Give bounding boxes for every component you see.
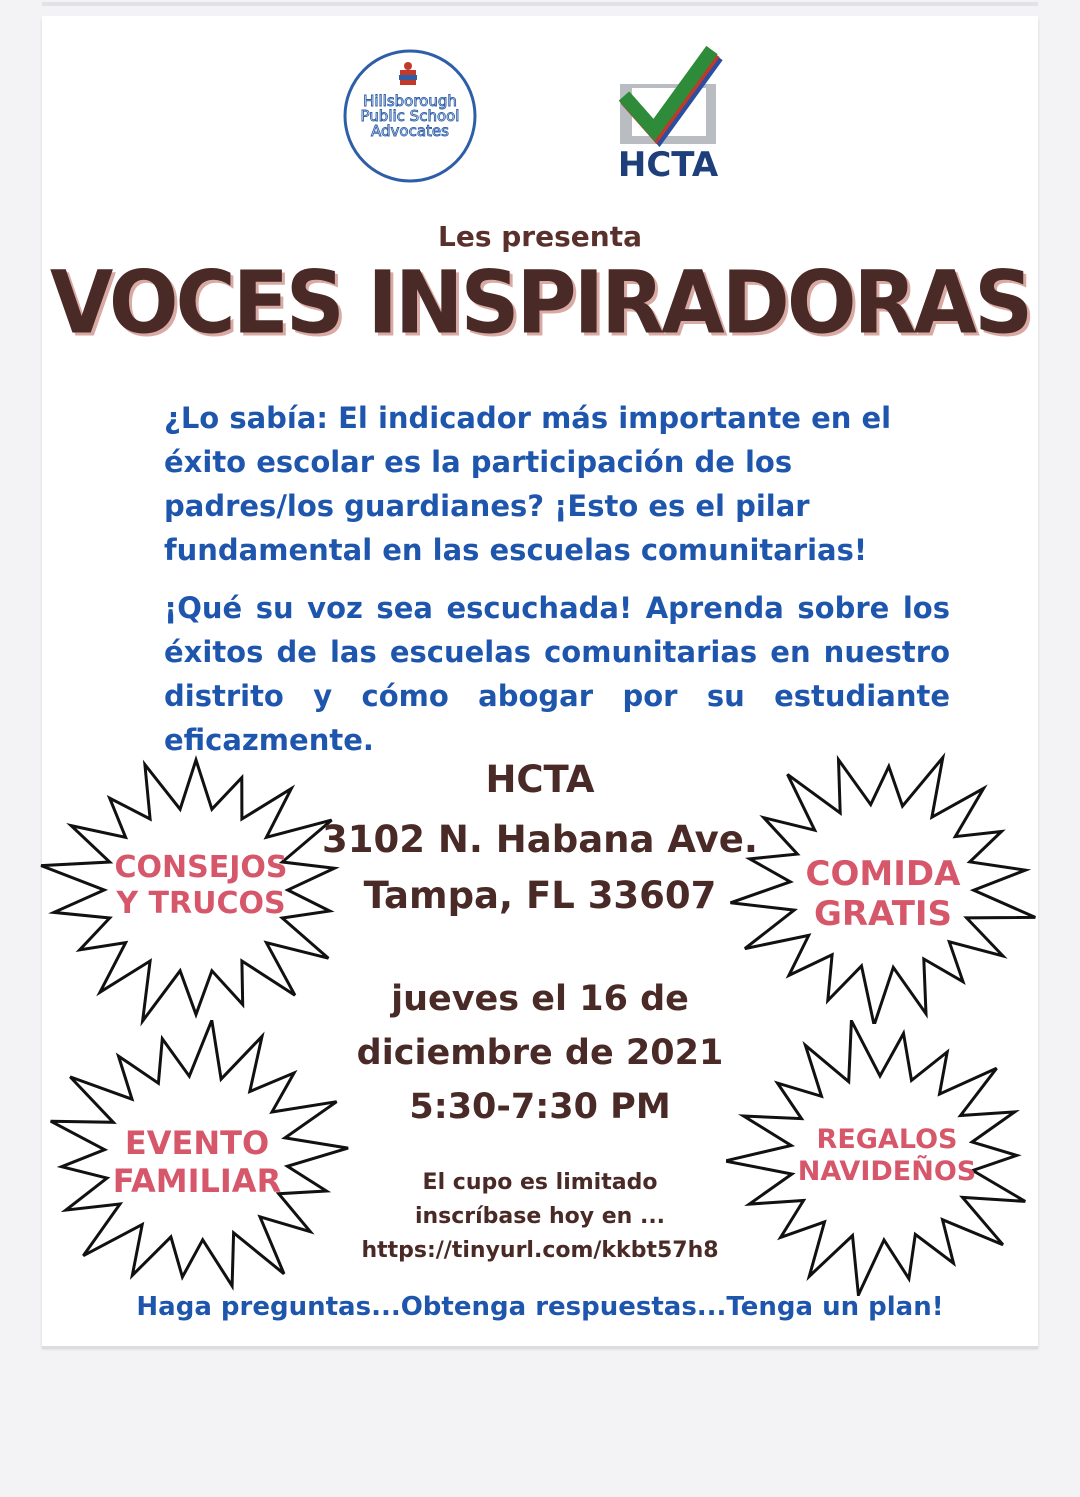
intro-paragraph: ¿Lo sabía: El indicador más importante en el éxito escolar es la participación de los padres/los guardianes? ¡Esto es el pilar fundamental en las escuelas comunitarias!: [164, 401, 892, 567]
presenta-text: Les presenta: [438, 220, 642, 253]
footer-tagline: Haga preguntas...Obtenga respuestas...Tenga un plan!: [136, 1292, 944, 1322]
location-name: HCTA: [485, 758, 595, 801]
burst-regalos-line2: NAVIDEÑOS: [797, 1156, 977, 1187]
burst-regalos-line1: REGALOS: [816, 1124, 958, 1155]
event-title: VOCES INSPIRADORAS: [49, 253, 1031, 354]
date-line-1: jueves el 16 de: [391, 979, 689, 1019]
burst-comida-line1: COMIDA: [805, 854, 961, 894]
date-line-2: diciembre de 2021: [356, 1033, 724, 1073]
burst-comida-line2: GRATIS: [813, 894, 953, 934]
registration-url[interactable]: https://tinyurl.com/kkbt57h8: [361, 1238, 719, 1263]
address-street: 3102 N. Habana Ave.: [322, 818, 758, 861]
description-paragraph: ¡Qué su voz sea escuchada! Aprenda sobre los éxitos de las escuelas comunitarias en nuestro distrito y cómo abogar por su estudiante eficazmente.: [164, 591, 950, 757]
logo-line-2: Public School: [360, 107, 460, 125]
registration-line-2: inscríbase hoy en ...: [414, 1204, 666, 1229]
registration-info: [0, 1166, 1080, 1268]
logo-line-3: Advocates: [371, 122, 449, 140]
registration-line-1: El cupo es limitado: [422, 1170, 658, 1195]
burst-evento-line1: EVENTO: [124, 1124, 270, 1162]
bottom-divider: [42, 1346, 1038, 1349]
burst-consejos-line1: CONSEJOS: [114, 850, 288, 885]
event-time: 5:30-7:30 PM: [409, 1087, 671, 1127]
location-address: [0, 812, 1080, 924]
advocates-logo: [342, 48, 478, 184]
burst-consejos-line2: Y TRUCOS: [116, 886, 286, 921]
hcta-logo-text: HCTA: [617, 145, 719, 185]
address-city: Tampa, FL 33607: [363, 874, 717, 917]
top-divider: [42, 2, 1038, 6]
logo-line-1: Hillsborough: [363, 92, 457, 110]
hcta-logo: [612, 38, 732, 186]
event-datetime: [0, 972, 1080, 1134]
burst-evento-line2: FAMILIAR: [112, 1162, 282, 1200]
